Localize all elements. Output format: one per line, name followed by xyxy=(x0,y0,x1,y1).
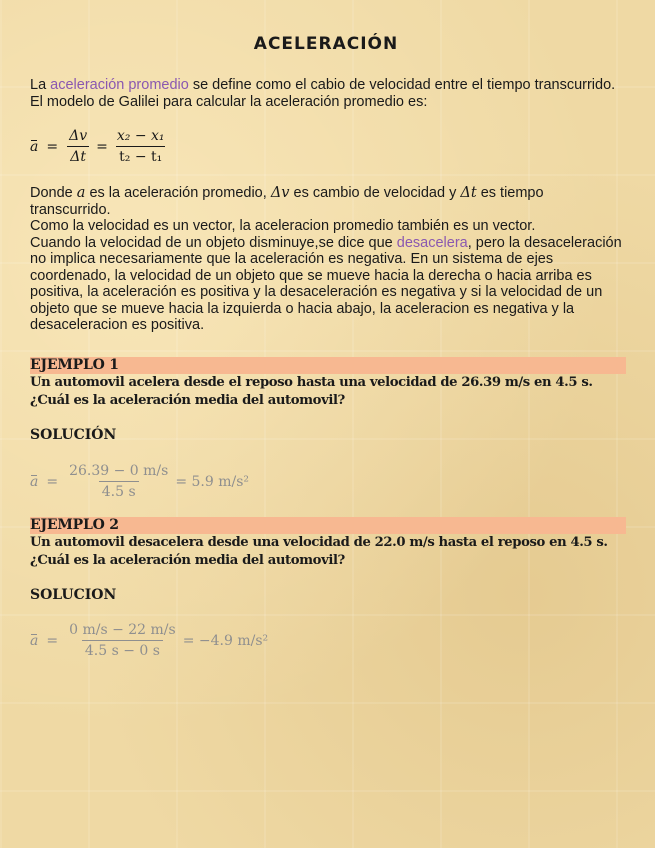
galilei-formula: a = $\frac{\Delta v}{\Delta t}$ = $\frac{\text{x₂ − x₁}}{\text{t₂ − t₁}}$ xyxy=(30,128,172,165)
average-acceleration-link[interactable]: aceleración promedio xyxy=(50,77,189,93)
example-1-band xyxy=(30,357,626,374)
example-2-heading: EJEMPLO 2 xyxy=(30,517,119,533)
page-title: ACELERACIÓN xyxy=(253,34,399,54)
example-2-formula: a = $\frac{0 m/s - 22 m/s}{4.5 s - 0 s}$ = −4.9 m/s² xyxy=(30,622,269,659)
example-2-solution-label: SOLUCION xyxy=(30,587,117,603)
example-2-band xyxy=(30,517,626,534)
example-2-denominator: 4.5 s − 0 s xyxy=(82,640,163,659)
vector-sentence: Como la velocidad es un vector, la aceleracion promedio también es un vector. xyxy=(30,218,536,234)
example-1-solution-label: SOLUCIÓN xyxy=(30,427,117,443)
decelerate-link[interactable]: desacelera xyxy=(396,234,468,251)
example-2-text: Un automovil desacelera desde una velocidad de 22.0 m/s hasta el reposo en 4.5 s. ¿Cuál es la aceleración media del automovil? xyxy=(30,535,608,568)
example-1-result: = 5.9 m/s² xyxy=(175,473,250,490)
intro-paragraph: La aceleración promedio se define como el cabio de velocidad entre el tiempo transcurrido. El modelo de Galilei para calcular la aceleración promedio es: xyxy=(30,77,616,110)
example-2-result: = −4.9 m/s² xyxy=(182,632,269,649)
formula-fraction-1: $\frac{\Delta v}{\Delta t}$ xyxy=(69,128,88,165)
formula-lhs: a xyxy=(30,138,39,155)
example-1-numerator: 26.39 − 0 m/s xyxy=(69,463,169,479)
example-1-formula: a = $\frac{26.39 - 0 m/s}{4.5 s}$ = 5.9 m/s² xyxy=(30,463,250,500)
example-2-numerator: 0 m/s − 22 m/s xyxy=(69,622,176,638)
example-1-denominator: 4.5 s xyxy=(99,481,139,500)
definition-paragraph: Donde a es la aceleración promedio, Δv es cambio de velocidad y Δt es tiempo transcurrido. Como la velocidad es un vector, la aceleracion promedio también es un vector. Cuando la velocidad de un objeto disminuye,se dice que desacelera, pero la desaceleración no implica necesariamente que la aceleración es negativa. En un sistema de ejes coordenado, la velocidad de un objeto que se mueve hacia la derecha o hacia arriba es positiva, la aceleración es positiva y la desaceleración es negativa y si la velocidad de un objeto que se mueve hacia la izquierda o hacia abajo, la aceleracion es negativa y la desaceleracion es positiva. xyxy=(30,185,622,333)
example-1-text: Un automovil acelera desde el reposo hasta una velocidad de 26.39 m/s en 4.5 s. ¿Cuál es la aceleración media del automovil? xyxy=(30,375,593,408)
formula-fraction-2: $\frac{\text{x₂ − x₁}}{\text{t₂ − t₁}}$ xyxy=(116,128,165,165)
example-1-heading: EJEMPLO 1 xyxy=(30,357,119,373)
